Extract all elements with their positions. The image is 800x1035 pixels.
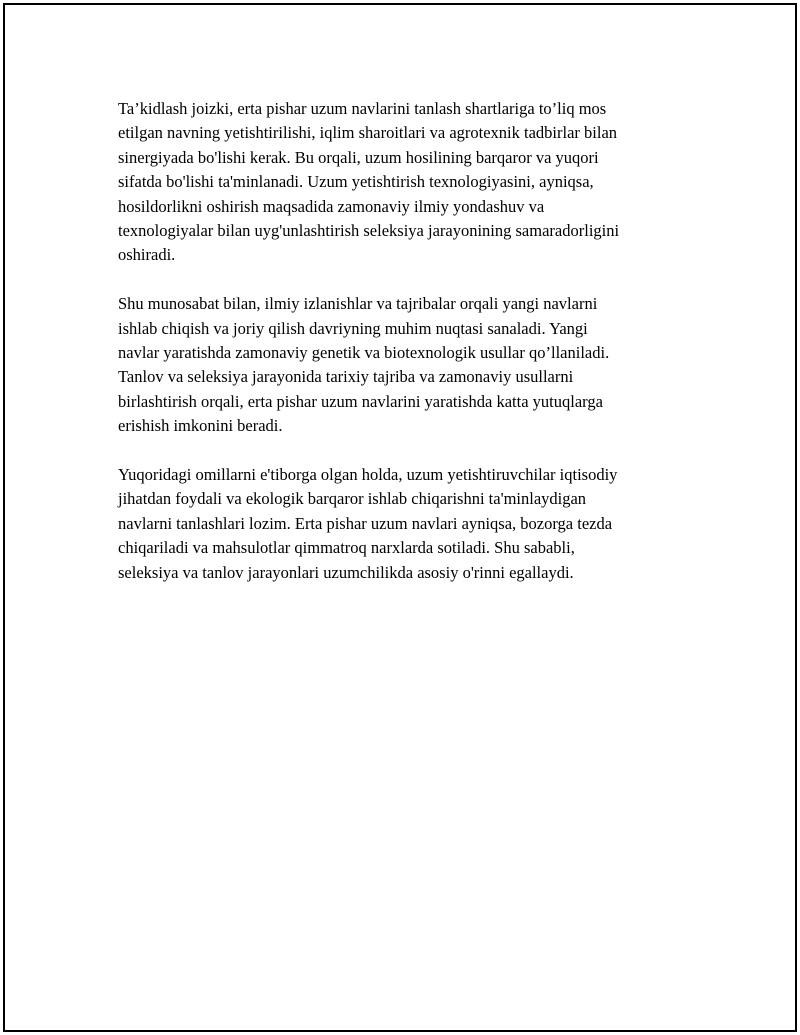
text-line: birlashtirish orqali, erta pishar uzum navlarini yaratishda katta yutuqlarga bbox=[118, 391, 603, 411]
text-line: sifatda bo'lishi ta'minlanadi. Uzum yetishtirish texnologiyasini, ayniqsa, bbox=[118, 172, 594, 192]
paragraph-2 bbox=[118, 292, 698, 438]
paragraph-1 bbox=[118, 97, 698, 268]
text-line: etilgan navning yetishtirilishi, iqlim sharoitlari va agrotexnik tadbirlar bilan bbox=[118, 123, 618, 143]
text-line: texnologiyalar bilan uyg'unlashtirish seleksiya jarayonining samaradorligini bbox=[118, 221, 620, 241]
document-body bbox=[118, 97, 698, 609]
text-line: jihatdan foydali va ekologik barqaror ishlab chiqarishni ta'minlaydigan bbox=[118, 489, 587, 509]
text-line: Yuqoridagi omillarni e'tiborga olgan holda, uzum yetishtiruvchilar iqtisodiy bbox=[118, 465, 618, 485]
text-line: Ta’kidlash joizki, erta pishar uzum navlarini tanlash shartlariga to’liq mos bbox=[118, 99, 607, 118]
paragraph-3 bbox=[118, 463, 698, 585]
text-line: Shu munosabat bilan, ilmiy izlanishlar va tajribalar orqali yangi navlarni bbox=[118, 294, 598, 314]
text-line: sinergiyada bo'lishi kerak. Bu orqali, uzum hosilining barqaror va yuqori bbox=[118, 147, 599, 167]
text-line: chiqariladi va mahsulotlar qimmatroq narxlarda sotiladi. Shu sababli, bbox=[118, 538, 575, 558]
text-line: seleksiya va tanlov jarayonlari uzumchilikda asosiy o'rinni egallaydi. bbox=[118, 562, 574, 582]
text-line: hosildorlikni oshirish maqsadida zamonaviy ilmiy yondashuv va bbox=[118, 196, 545, 216]
document-page bbox=[3, 3, 797, 1032]
text-line: erishish imkonini beradi. bbox=[118, 416, 283, 436]
text-line: ishlab chiqish va joriy qilish davriyning muhim nuqtasi sanaladi. Yangi bbox=[118, 318, 588, 338]
text-line: Tanlov va seleksiya jarayonida tarixiy tajriba va zamonaviy usullarni bbox=[118, 367, 574, 387]
text-line: navlarni tanlashlari lozim. Erta pishar uzum navlari ayniqsa, bozorga tezda bbox=[118, 513, 613, 533]
text-line: oshiradi. bbox=[118, 245, 176, 265]
text-line: navlar yaratishda zamonaviy genetik va biotexnologik usullar qo’llaniladi. bbox=[118, 343, 610, 363]
